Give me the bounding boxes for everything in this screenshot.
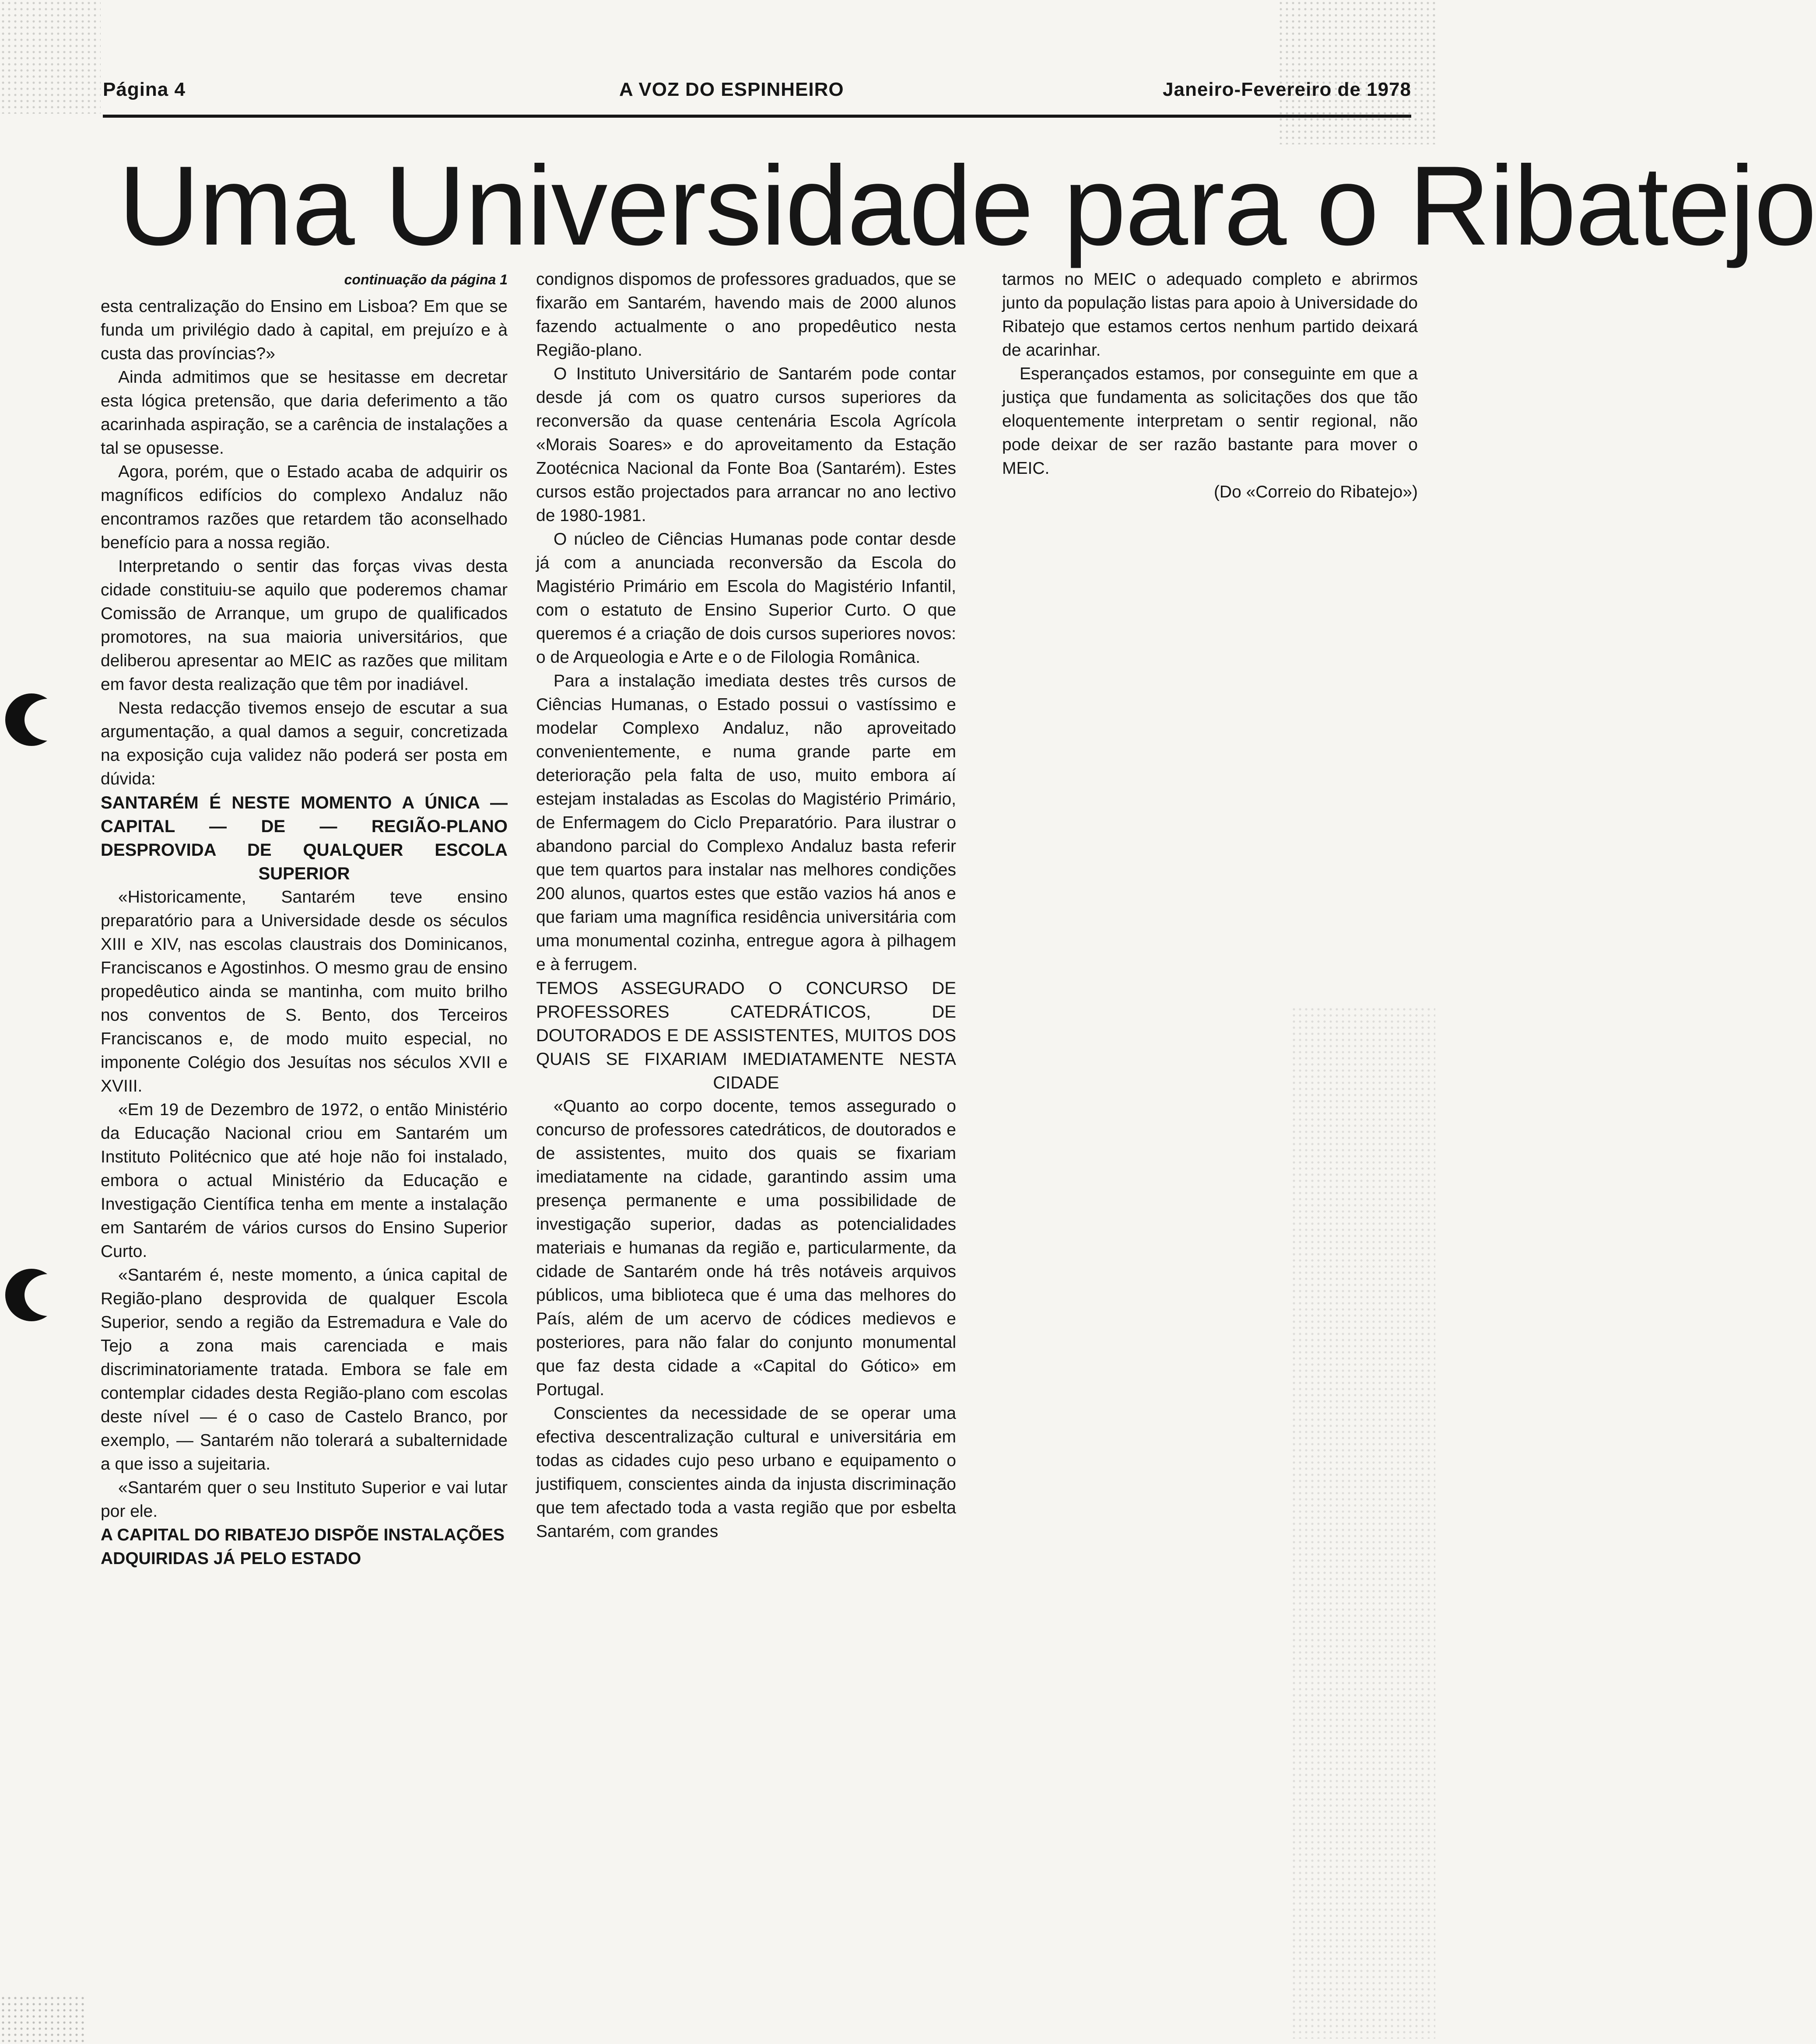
scan-noise-top-right [1278, 0, 1435, 144]
paragraph: Esperançados estamos, por conseguinte em que a justiça que fundamenta as solicitações dos que tão eloquentemente interpretam o sentir regional, não pode deixar de ser razão bastante para mover o MEIC. [1002, 364, 1418, 478]
section-subheading: TEMOS ASSEGURADO O CONCURSO DE PROFESSORES CATEDRÁTICOS, DE DOUTORADOS E DE ASSISTENTES, MUITOS DOS QUAIS SE FIXARIAM IMEDIATAMENTE NESTA CIDADE [536, 979, 956, 1092]
paragraph: «Santarém é, neste momento, a única capital de Região-plano desprovida de qualquer Escola Superior, sendo a região da Estremadura e Vale do Tejo a zona mais carenciada e mais discriminatoriamente tratada. Embora se fale em contemplar cidades desta Região-plano com escolas deste nível — é o caso de Castelo Branco, por exemplo, — Santarém não tolerará a subalternidade a que isso a sujeitaria. [101, 1266, 508, 1474]
paragraph: O núcleo de Ciências Humanas pode contar desde já com a anunciada reconversão da Escola do Magistério Primário em Escola do Magistério Infantil, com o estatuto de Ensino Superior Curto. O que queremos é a criação de dois cursos superiores novos: o de Arqueologia e Arte e o de Filologia Românica. [536, 530, 956, 667]
article-column-1 [101, 268, 508, 1571]
scan-noise-right-margin [1291, 1006, 1435, 2039]
punch-hole-icon [5, 693, 58, 746]
paragraph: Conscientes da necessidade de se operar uma efectiva descentralização cultural e universitária em todas as cidades cujo peso urbano e equipamento o justifiquem, conscientes ainda da injusta discriminação que tem afectado toda a vasta região que por esbelta Santarém, com grandes [536, 1404, 956, 1541]
paragraph: «Historicamente, Santarém teve ensino preparatório para a Universidade desde os séculos XIII e XIV, nas escolas claustrais dos Dominicanos, Franciscanos e Agostinhos. O mesmo grau de ensino propedêutico ainda se mantinha, com muito brilho nos conventos de S. Bento, dos Terceiros Franciscanos e, de modo muito especial, no imponente Colégio dos Jesuítas nos séculos XVII e XVIII. [101, 888, 508, 1096]
paragraph: esta centralização do Ensino em Lisboa? Em que se funda um privilégio dado à capital, em prejuízo e à custa das províncias?» [101, 297, 508, 363]
paragraph: condignos dispomos de professores graduados, que se fixarão em Santarém, havendo mais de 2000 alunos fazendo actualmente o ano propedêutico nesta Região-plano. [536, 270, 956, 360]
paragraph: Nesta redacção tivemos ensejo de escutar a sua argumentação, a qual damos a seguir, concretizada na exposição cuja validez não poderá ser posta em dúvida: [101, 699, 508, 788]
paragraph: «Quanto ao corpo docente, temos assegurado o concurso de professores catedráticos, de doutorados e de assistentes, muito dos quais se fixariam imediatamente na cidade, garantindo assim uma presença permanente e uma possibilidade de investigação superior, dadas as potencialidades materiais e humanas da região e, particularmente, da cidade de Santarém onde há três notáveis arquivos públicos, uma biblioteca que é uma das melhores do País, além de um acervo de códices medievos e posteriores, para não falar do conjunto monumental que faz desta cidade a «Capital do Gótico» em Portugal. [536, 1097, 956, 1399]
page-number: Página 4 [103, 79, 186, 100]
paragraph: Agora, porém, que o Estado acaba de adquirir os magníficos edifícios do complexo Andaluz não encontramos razões que retardem tão aconselhado benefício para a nossa região. [101, 462, 508, 552]
page-header [103, 79, 1411, 109]
newspaper-name: A VOZ DO ESPINHEIRO [619, 79, 844, 100]
punch-hole-icon [5, 1269, 58, 1321]
paragraph: tarmos no MEIC o adequado completo e abrirmos junto da população listas para apoio à Universidade do Ribatejo que estamos certos nenhum partido deixará de acarinhar. [1002, 270, 1418, 360]
paragraph: Para a instalação imediata destes três cursos de Ciências Humanas, o Estado possui o vastíssimo e modelar Complexo Andaluz, não aproveitado convenientemente, e numa grande parte em deterioração pela falta de uso, muito embora aí estejam instaladas as Escolas do Magistério Primário, de Enfermagem do Ciclo Preparatório. Para ilustrar o abandono parcial do Complexo Andaluz basta referir que tem quartos para instalar nas melhores condições 200 alunos, quartos estes que estão vazios há anos e que fariam uma magnífica residência universitária com uma monumental cozinha, entregue agora à pilhagem e à ferrugem. [536, 672, 956, 974]
paragraph: O Instituto Universitário de Santarém pode contar desde já com os quatro cursos superiores da reconversão da quase centenária Escola Agrícola «Morais Soares» e do aproveitamento da Estação Zootécnica Nacional da Fonte Boa (Santarém). Estes cursos estão projectados para arrancar no ano lectivo de 1980-1981. [536, 364, 956, 525]
footer-subheading: A CAPITAL DO RIBATEJO DISPÕE INSTALAÇÕES ADQUIRIDAS JÁ PELO ESTADO [101, 1526, 505, 1568]
continuation-note: continuação da página 1 [344, 272, 508, 287]
paragraph: Ainda admitimos que se hesitasse em decretar esta lógica pretensão, que daria deferimento a tão acarinhada aspiração, se a carência de instalações a tal se opusesse. [101, 368, 508, 458]
scan-noise-bottom-left [0, 1995, 88, 2044]
source-credit: (Do «Correio do Ribatejo») [1213, 483, 1418, 501]
article-column-3 [1002, 268, 1418, 504]
issue-date: Janeiro-Fevereiro de 1978 [1163, 79, 1411, 100]
paragraph: «Em 19 de Dezembro de 1972, o então Ministério da Educação Nacional criou em Santarém um Instituto Politécnico que até hoje não foi instalado, embora o actual Ministério da Educação e Investigação Científica tenha em mente a instalação em Santarém de vários cursos do Ensino Superior Curto. [101, 1100, 508, 1261]
article-column-2 [536, 268, 956, 1544]
paragraph: «Santarém quer o seu Instituto Superior e vai lutar por ele. [101, 1478, 508, 1521]
section-subheading: SANTARÉM É NESTE MOMENTO A ÚNICA — CAPITAL — DE — REGIÃO-PLANO DESPROVIDA DE QUALQUER ESCOLA SUPERIOR [101, 793, 508, 883]
header-rule [103, 115, 1411, 118]
article-title: Uma Universidade para o Ribatejo [118, 142, 1816, 269]
scan-noise-top-left [0, 0, 101, 114]
paragraph: Interpretando o sentir das forças vivas desta cidade constituiu-se aquilo que poderemos chamar Comissão de Arranque, um grupo de qualificados promotores, na sua maioria universitários, que deliberou apresentar ao MEIC as razões que militam em favor desta realização que têm por inadiável. [101, 557, 508, 694]
